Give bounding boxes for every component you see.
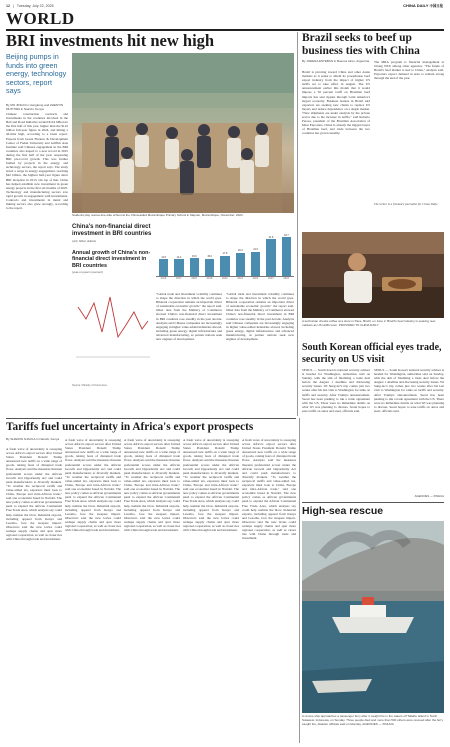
column-divider <box>297 32 298 416</box>
bri-bar-chart <box>156 224 294 288</box>
bri-headline: BRI investments hit new high <box>6 31 215 50</box>
chart-unit: (unit: billion dollars) <box>72 239 97 243</box>
bar-x-axis <box>156 277 294 283</box>
korea-headline: South Korean official eyes trade, security on US visit <box>302 342 442 365</box>
chart-title: China's non-financial direct investment in BRI countries <box>72 224 152 237</box>
x-tick-label: 2018 <box>191 277 197 280</box>
korea-body-col1: SEOUL — South Korea's national security adviser is headed for Washington, authorities said on Sunday, with the aim of finalizing a trade deal before the August 1 deadline and discussing security issues. Wi Sung-lac's trip comes just two weeks after his last visit to Washington for talks on tariffs and security. After Trump's announcement, Seoul has been pushing to ink a trade agreement with the US. There were no immediate details on what Wi was planning to discuss. Seoul hopes to ease tariffs on autos and steel, officials said. <box>302 368 370 413</box>
x-tick-label: 2024 <box>283 277 289 280</box>
tariff-byline: By SHARON NJAOLA in Nairobi, Kenya <box>6 437 60 441</box>
bri-chart2-block <box>72 250 152 378</box>
bri-body-col3: "Global trade and investment volatility continues to shape the direction in which the world goes. Bilateral cooperation remains an important driver of sustainable economic growth," the report said. Other data from the Ministry of Commerce showed China's non-financial direct investment in BRI countries rose steadily in the past decade. Analysts said Chinese companies are increasingly engaging in higher value-added industries abroad, including green energy, digital infrastructure and advanced manufacturing, as partner nations seek new engines of development. <box>156 292 222 342</box>
growth-line-chart <box>72 277 152 369</box>
rescue-headline: High-sea rescue <box>302 505 384 517</box>
bar-value-label: 20.3 <box>238 249 243 253</box>
brand-mark <box>403 3 443 8</box>
x-tick-label: 2017 <box>176 277 182 280</box>
rescue-photo-caption: A rescue ship approaches a passenger ferry after it caught fire in the waters off Taliabu Island in North Sulawesi, Indonesia, on Sunday. Three people died and more than 500 others were rescued after the ferry caught fire, disaster officials said on Monday. AGENCIES — XINHUA <box>302 714 443 726</box>
brazil-headline: Brazil seeks to beef up business ties with China <box>302 32 420 57</box>
x-tick-label: 2023 <box>268 277 274 280</box>
bar-value-label: 14.4 <box>176 255 182 259</box>
chart2-unit: (year-on-year in percent) <box>72 270 103 275</box>
brazil-photo-image <box>302 232 444 318</box>
x-tick-label: 2021 <box>237 277 243 280</box>
brazil-body-col2: The MRA program is financial management at Strong NZX among other agencies. "The future of Brazil's beef market is tied to China," analysts said. Exporters expect demand in Asia to remain strong through the end of the year. <box>374 60 444 81</box>
bar-value-label: 14.5 <box>161 255 166 259</box>
tariff-rule <box>6 418 296 419</box>
bar-2020 <box>220 256 230 276</box>
bri-deck: Beijing pumps in funds into green energy, technology sectors, report says <box>6 52 67 96</box>
rescue-photo-image <box>302 521 444 713</box>
bar-value-label: 17.8 <box>222 252 228 256</box>
header-page-date: 12 | Tuesday, July 22, 2025 <box>6 4 54 8</box>
brand-name: CHINA DAILY <box>403 3 429 8</box>
bar-2023 <box>266 239 276 276</box>
tariff-body-col3: A fresh wave of uncertainty is sweeping across Africa's export sectors after United States President Donald Trump announced new tariffs on a wide range of goods, raising fears of disrupted trade flows. Analysts said the measures threaten preferential access under the African Growth and Opportunity Act and could push manufacturers to diversify markets. "To weather the reciprocal tariffs and value-added tax, exporters must look to China, Europe and intra-African trade," said one economist based in Nairobi. The new policy comes as African governments push to expand the African Continental Free Trade Area, which analysts say could help cushion the blow. Industrial exports, including apparel from Kenya and Lesotho, face the steepest impact. Observers said the new levies could reshape supply chains and spur more regional cooperation, as well as closer ties with China through trade and investment. <box>124 438 180 533</box>
x-tick-label: 2020 <box>222 277 228 280</box>
x-tick-label: 2019 <box>206 277 213 280</box>
bri-body-col4: "Global trade and investment volatility continues to shape the direction in which the world goes. Bilateral cooperation remains an important driver of sustainable economic growth," the report said. Other data from the Ministry of Commerce showed China's non-financial direct investment in BRI countries rose steadily in the past decade. Analysts said Chinese companies are increasingly engaging in higher value-added industries abroad, including green energy, digital infrastructure and advanced manufacturing, as partner nations seek new engines of development. <box>226 292 294 342</box>
chart2-title: Annual growth of China's non-financial direct investment in BRI countries <box>72 250 151 269</box>
tariff-body-col2: A fresh wave of uncertainty is sweeping across Africa's export sectors after United States President Donald Trump announced new tariffs on a wide range of goods, raising fears of disrupted trade flows. Analysts said the measures threaten preferential access under the African Growth and Opportunity Act and could push manufacturers to diversify markets. "To weather the reciprocal tariffs and value-added tax, exporters must look to China, Europe and intra-African trade," said one economist based in Nairobi. The new policy comes as African governments push to expand the African Continental Free Trade Area, which analysts say could help cushion the blow. Industrial exports, including apparel from Kenya and Lesotho, face the steepest impact. Observers said the new levies could reshape supply chains and spur more regional cooperation, as well as closer ties with China through trade and investment. <box>65 438 121 533</box>
page-number: 12 <box>6 4 10 8</box>
bar-value-label: 33.7 <box>284 233 289 237</box>
issue-date: Tuesday, July 22, 2025 <box>16 4 54 8</box>
korea-byline: AGENCIES — XINHUA <box>414 494 444 498</box>
rescue-photo <box>302 521 444 713</box>
section-title: WORLD <box>6 9 75 28</box>
bar-value-label: 15.6 <box>192 254 197 258</box>
rescue-rule <box>302 502 444 503</box>
bar-2022 <box>251 252 261 276</box>
tariff-headline: Tariffs fuel uncertainty in Africa's export prospects <box>6 421 254 433</box>
chart-source: Source: Ministry of Commerce <box>72 384 107 387</box>
tariff-body-col1: A fresh wave of uncertainty is sweeping across Africa's export sectors after United States President Donald Trump announced new tariffs on a wide range of goods, raising fears of disrupted trade flows. Analysts said the measures threaten preferential access under the African Growth and Opportunity Act and could push manufacturers to diversify markets. "To weather the reciprocal tariffs and value-added tax, exporters must look to China, Europe and intra-African trade," said one economist based in Nairobi. The new policy comes as African governments push to expand the African Continental Free Trade Area, which analysts say could help cushion the blow. Industrial exports, including apparel from Kenya and Lesotho, face the steepest impact. Observers said the new levies could reshape supply chains and spur more regional cooperation, as well as closer ties with China through trade and investment. <box>6 447 62 542</box>
bar-2017 <box>174 259 184 276</box>
bar-2024 <box>282 237 292 276</box>
brand-name-cn: 中国日报 <box>429 4 443 8</box>
bri-byline: By MO JINGXI in Hongkong and ZHENTIN MUTITIRA in Nairobi, Kenya <box>6 103 64 111</box>
korea-body-col2: SEOUL — South Korea's national security adviser is headed for Washington, authorities said on Sunday, with the aim of finalizing a trade deal before the August 1 deadline and discussing security issues. Wi Sung-lac's trip comes just two weeks after his last visit to Washington for talks on tariffs and security. After Trump's announcement, Seoul has been pushing to ink a trade agreement with the US. There were no immediate details on what Wi was planning to discuss. Seoul hopes to ease tariffs on autos and steel, officials said. <box>374 368 444 413</box>
bar-value-label: 21.0 <box>253 248 258 252</box>
bar-2019 <box>205 259 215 276</box>
bri-body-col1: Chinese construction contracts and investments in the countries involved in the Belt and Road Initiative totaled $124 billion in the first half of this year, higher than the $122 billion full-year figure in 2024, and hitting a all-time high, according to a latest report. Experts from Green Finance & Development Center of Fudan University and Griffith Asia Institute said Chinese engagement in the BRI countries also leaped to a new record in 2025 during the first half of the year, surpassing BRI pre-Covid growth. This was further fuelled by projects in the energy, and technology sectors, the report says. The study noted a surge in energy engagement, reaching $42 billion, the highest half-year figure since BRI inception in 2013. On top of that, China has helped establish new investment in green energy projects in the first six months of 2025. Technology and manufacturing sectors saw rapid growth in engagement with investments. Contracts and investments in metal and mining sectors also grew strongly, according to the report. <box>6 112 68 211</box>
bri-photo-image <box>72 53 294 213</box>
brazil-body-col1: Brazil is pivoting toward China and other Asian markets as it seeks to shield its powerhouse beef export industry from the impact of higher US tariffs set to take effect in August. The US announcement earlier this month that it would impose a 50 percent tariff on Brazilian beef imports has sent ripples through Latin America's largest economy. Business leaders in Brazil said exporters are seeking new clients to replace US buyers and reduce dependence on a single market. "New shipments are under analysis by the private sector due to the increase in tariffs," said Roberto Perosa, president of the Brazilian Association of Meat Exporters. China is already the biggest buyer of Brazilian beef, and trade between the two countries has grown steadily. <box>302 70 370 136</box>
x-tick-label: 2022 <box>252 277 259 280</box>
bar-2018 <box>190 258 200 276</box>
brazil-author-note: The writer is a freelance journalist for China Daily. <box>374 202 439 206</box>
brazil-photo <box>302 232 444 318</box>
bri-chart-title-block <box>72 224 152 243</box>
bri-photo <box>72 53 294 213</box>
column-divider-lower <box>299 418 300 743</box>
bar-2016 <box>159 259 169 276</box>
brazil-photo-caption: A technician checks coffee at a store in Pace, Brazil, on June 2. Brazil's beef industry is seeking new markets as US tariffs loom. PROVIDED TO CHINA DAILY <box>302 319 436 327</box>
x-tick-label: 2016 <box>160 277 167 280</box>
bar-2021 <box>236 253 246 276</box>
bri-photo-caption: Students play rescue-line elite school at the China-aided Mozambique Primary School in Maputo, Mozambique, November, 2024. <box>72 213 244 217</box>
bar-value-label: 31.8 <box>268 235 274 239</box>
tariff-body-col4: A fresh wave of uncertainty is sweeping across Africa's export sectors after United States President Donald Trump announced new tariffs on a wide range of goods, raising fears of disrupted trade flows. Analysts said the measures threaten preferential access under the African Growth and Opportunity Act and could push manufacturers to diversify markets. "To weather the reciprocal tariffs and value-added tax, exporters must look to China, Europe and intra-African trade," said one economist based in Nairobi. The new policy comes as African governments push to expand the African Continental Free Trade Area, which analysts say could help cushion the blow. Industrial exports, including apparel from Kenya and Lesotho, face the steepest impact. Observers said the new levies could reshape supply chains and spur more regional cooperation, as well as closer ties with China through trade and investment. <box>183 438 239 533</box>
brazil-byline: By JOEENA ESTEBAN in Buenos Aires, Argentina <box>302 59 370 63</box>
bar-plot-area <box>156 230 294 276</box>
tariff-body-col5: A fresh wave of uncertainty is sweeping across Africa's export sectors after United States President Donald Trump announced new tariffs on a wide range of goods, raising fears of disrupted trade flows. Analysts said the measures threaten preferential access under the African Growth and Opportunity Act and could push manufacturers to diversify markets. "To weather the reciprocal tariffs and value-added tax, exporters must look to China, Europe and intra-African trade," said one economist based in Nairobi. The new policy comes as African governments push to expand the African Continental Free Trade Area, which analysts say could help cushion the blow. Industrial exports, including apparel from Kenya and Lesotho, face the steepest impact. Observers said the new levies could reshape supply chains and spur more regional cooperation, as well as closer ties with China through trade and investment. <box>242 438 296 541</box>
bar-value-label: 15.0 <box>207 255 212 259</box>
